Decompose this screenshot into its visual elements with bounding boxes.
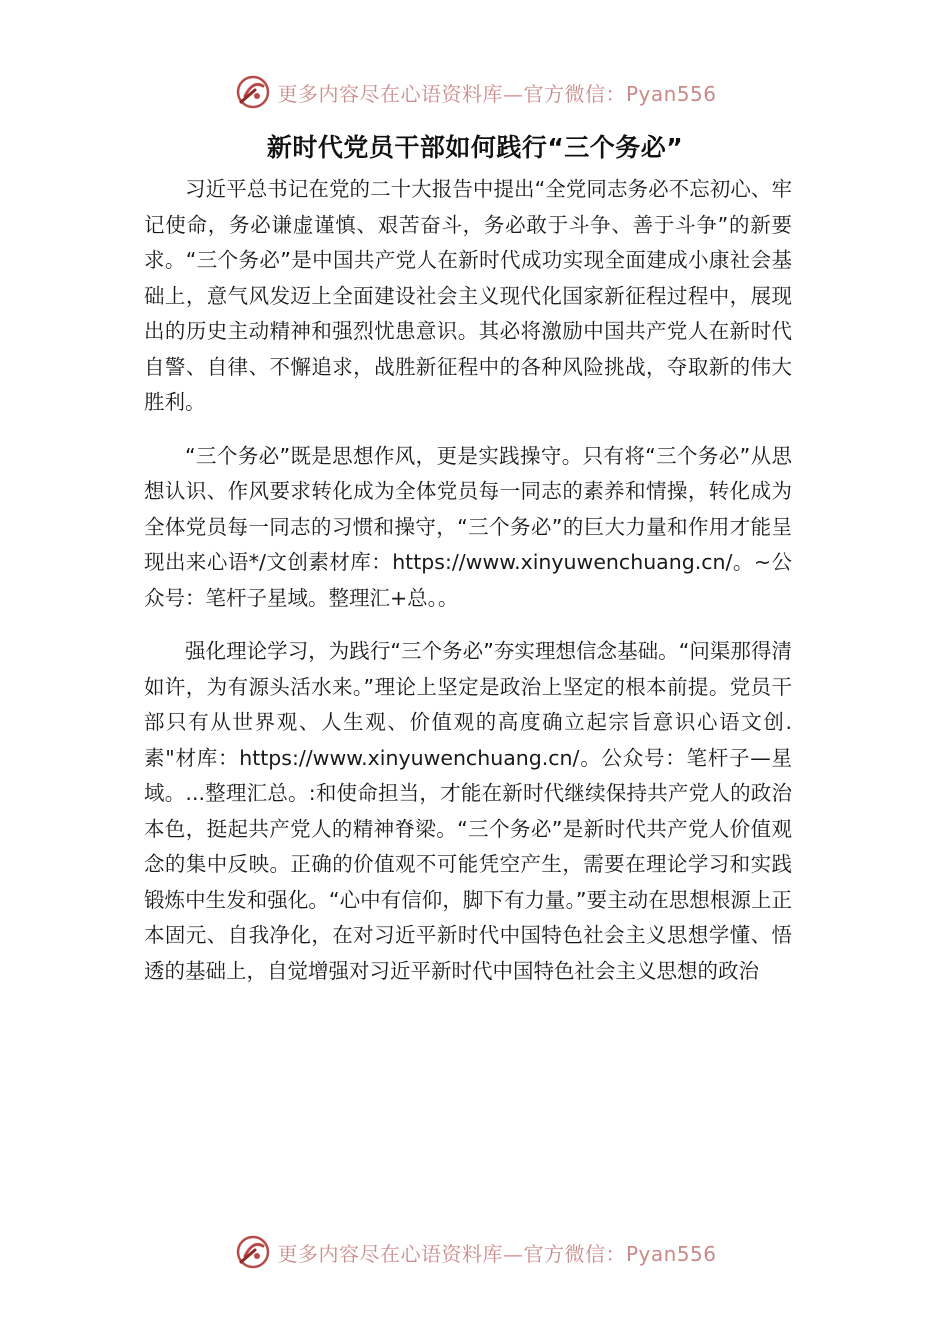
watermark-text: 更多内容尽在心语资料库—官方微信：Pyan556 [277, 81, 717, 106]
watermark-account: Pyan556 [625, 1241, 717, 1266]
watermark-account: Pyan556 [625, 81, 717, 106]
footer-watermark [0, 1230, 950, 1274]
paragraph-3: 强化理论学习，为践行“三个务必”夯实理想信念基础。“问渠那得清如许，为有源头活水来。”理论上坚定是政治上坚定的根本前提。党员干部只有从世界观、人生观、价值观的高度确立起宗旨意识心语文创.素"材库：https://www.xinyuwenchuang.cn/。公众号：笔杆子—星域。...整理汇总。:和使命担当，才能在新时代继续保持共产党人的政治本色，挺起共产党人的精神脊梁。“三个务必”是新时代共产党人价值观念的集中反映。正确的价值观不可能凭空产生，需要在理论学习和实践锻炼中生发和强化。“心中有信仰，脚下有力量。”要主动在思想根源上正本固元、自我净化，在对习近平新时代中国特色社会主义思想学懂、悟透的基础上，自觉增强对习近平新时代中国特色社会主义思想的政治 [144, 639, 792, 983]
brand-logo-icon [233, 72, 273, 112]
paragraph-1: 习近平总书记在党的二十大报告中提出“全党同志务必不忘初心、牢记使命，务必谦虚谨慎、艰苦奋斗，务必敢于斗争、善于斗争”的新要求。“三个务必”是中国共产党人在新时代成功实现全面建成小康社会基础上，意气风发迈上全面建设社会主义现代化国家新征程过程中，展现出的历史主动精神和强烈忧患意识。其必将激励中国共产党人在新时代自警、自律、不懈追求，战胜新征程中的各种风险挑战，夺取新的伟大胜利。 [144, 177, 792, 414]
page-title: 新时代党员干部如何践行“三个务必” [266, 133, 684, 162]
article-body [144, 172, 792, 1007]
brand-logo-icon [233, 1232, 273, 1272]
watermark-text: 更多内容尽在心语资料库—官方微信：Pyan556 [277, 1241, 717, 1266]
header-watermark [0, 70, 950, 114]
paragraph-2: “三个务必”既是思想作风，更是实践操守。只有将“三个务必”从思想认识、作风要求转化成为全体党员每一同志的素养和情操，转化成为全体党员每一同志的习惯和操守，“三个务必”的巨大力量和作用才能呈现出来心语*/文创素材库：https://www.xinyuwenchuang.cn/。~公众号：笔杆子星域。整理汇+总。。 [144, 443, 792, 610]
